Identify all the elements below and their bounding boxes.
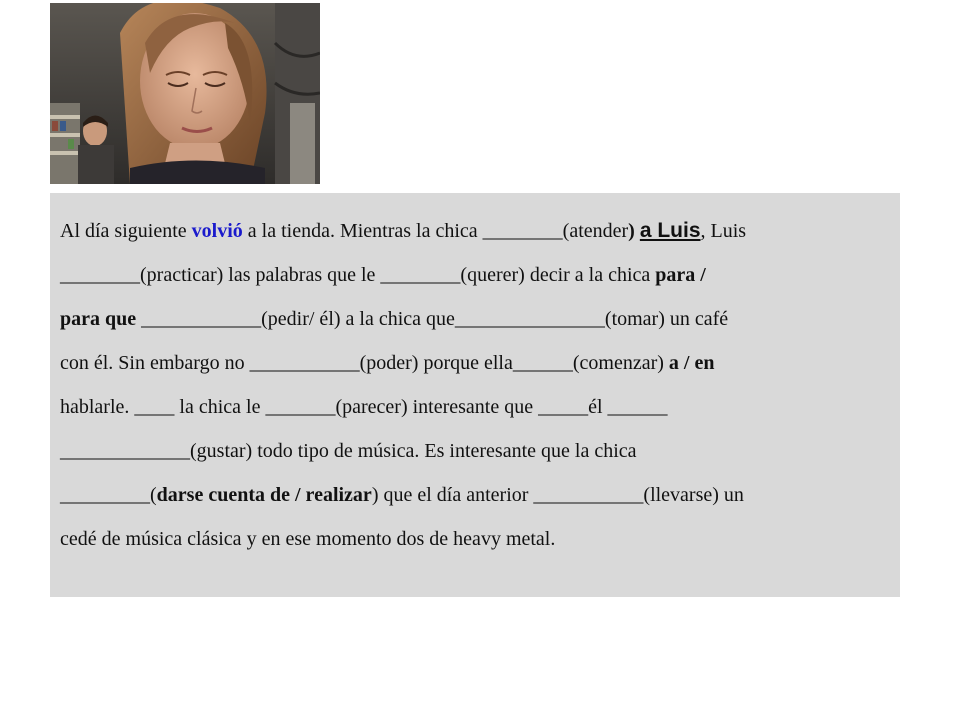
text-segment: ____________(pedir/ él) a la chica que_______________(tomar) un café <box>136 308 729 330</box>
paragraph-line-6 <box>60 429 886 473</box>
text-segment: _____________(gustar) todo tipo de música. Es interesante que la chica <box>60 440 637 462</box>
text-segment: , Luis <box>700 220 747 242</box>
highlighted-verb: volvió <box>191 220 243 242</box>
paragraph-line-4 <box>60 341 886 385</box>
text-segment: ________(practicar) las palabras que le ________(querer) decir a la chica <box>60 264 656 286</box>
exercise-text-box <box>50 193 900 597</box>
text-segment: cedé de música clásica y en ese momento dos de heavy metal. <box>60 528 556 550</box>
paragraph-line-1 <box>60 209 886 253</box>
paragraph-line-7 <box>60 473 886 517</box>
woman-in-store-image <box>50 3 320 184</box>
text-segment: a la tienda. Mientras la chica ________(atender <box>242 220 629 242</box>
video-still-image <box>50 3 320 184</box>
text-segment: ) <box>628 220 640 242</box>
choice-para-que: para que <box>60 308 137 330</box>
exercise-paragraph <box>60 209 886 561</box>
paragraph-line-8 <box>60 517 886 561</box>
choice-a-en: a / en <box>668 352 715 374</box>
text-segment: _________( <box>60 484 157 506</box>
text-segment: con él. Sin embargo no ___________(poder) porque ella______(comenzar) <box>60 352 669 374</box>
paragraph-line-2 <box>60 253 886 297</box>
underlined-a-luis: a Luis <box>639 219 701 242</box>
text-segment: Al día siguiente <box>60 220 192 242</box>
paragraph-line-3 <box>60 297 886 341</box>
paragraph-line-5 <box>60 385 886 429</box>
text-segment: ) que el día anterior ___________(llevarse) un <box>371 484 744 506</box>
choice-para: para / <box>655 264 706 286</box>
choice-darse-cuenta: darse cuenta de / realizar <box>156 484 372 506</box>
text-segment: hablarle. ____ la chica le _______(parecer) interesante que _____él ______ <box>60 396 668 418</box>
